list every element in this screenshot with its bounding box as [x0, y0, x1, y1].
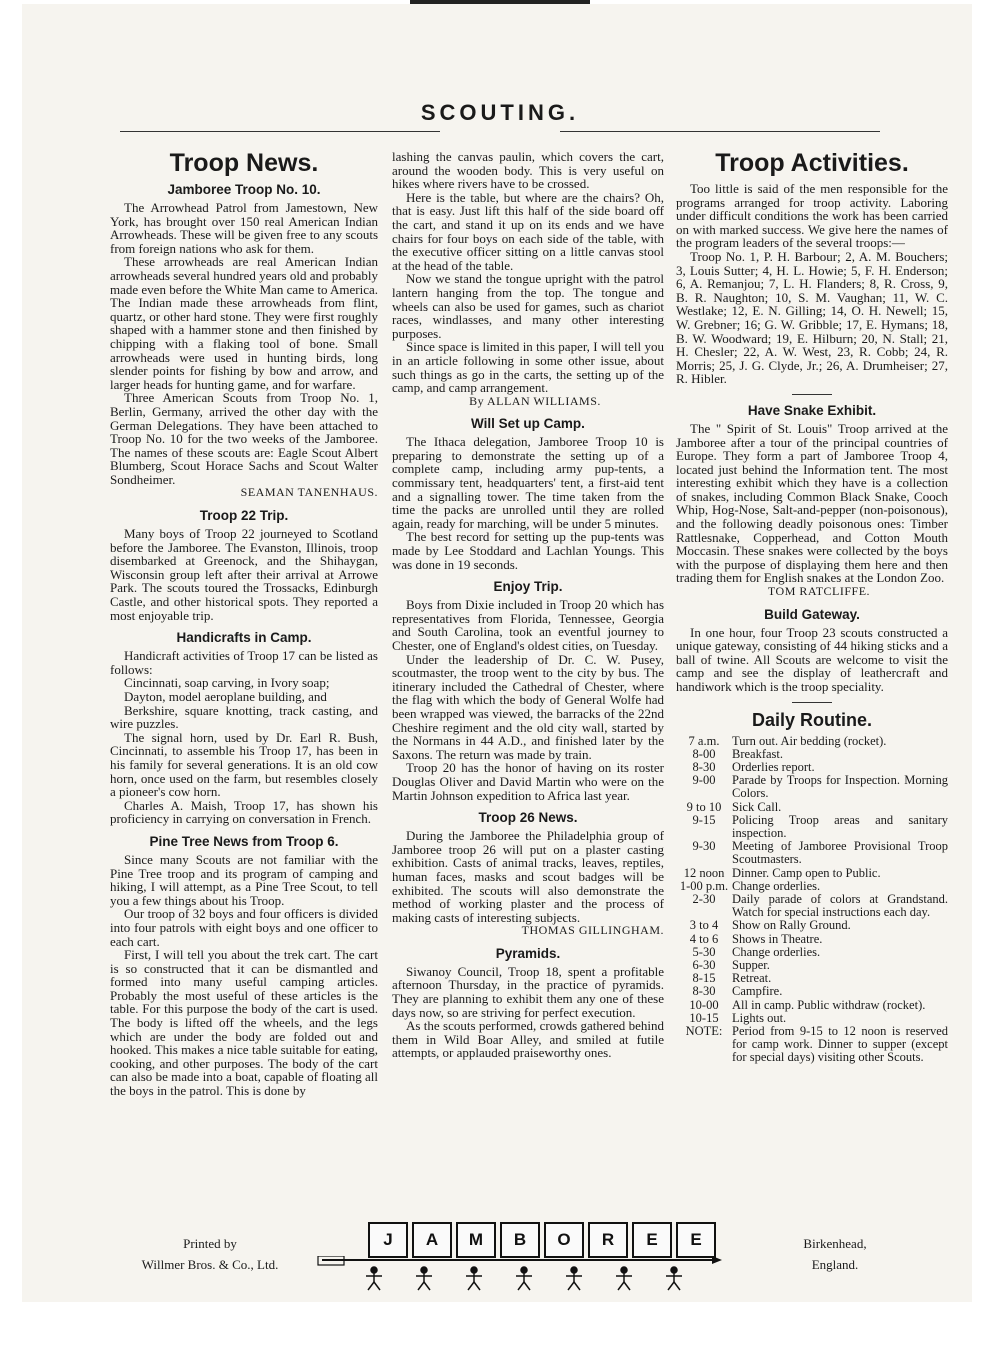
article-paragraph: Since space is limited in this paper, I will tell you in an article following in some other issue, about such things as go in the carts, the setting up of the camp, and camp arrangement.	[392, 339, 664, 396]
article-title: Will Set up Camp.	[471, 416, 585, 432]
routine-activity: Sick Call.	[732, 799, 782, 814]
routine-activity: Dinner. Camp open to Public.	[732, 865, 881, 880]
routine-time: 10-15	[689, 1010, 719, 1025]
routine-time: 4 to 6	[689, 931, 719, 946]
article-title: Jamboree Troop No. 10.	[167, 182, 321, 197]
section-title-troop-news: Troop News.	[169, 149, 319, 177]
printer-credit-line1: Printed by	[183, 1236, 237, 1251]
logo-letter: A	[412, 1222, 452, 1258]
scan-margin	[0, 1302, 1000, 1357]
article-paragraph: Many boys of Troop 22 journeyed to Scotland before the Jamboree. The Evanston, Illinois, troop disembarked at Greenock, and the Shihaygan, Wisconsin group left after their arrival at Arrowe Park. The scouts toured the Trossacks, Edinburgh Castle, and other historical spots. They reported a most enjoyable trip.	[110, 526, 378, 623]
logo-letter: O	[544, 1222, 584, 1258]
article-paragraph: The Arrowhead Patrol from Jamestown, New York, has brought over 150 real American Indian Arrowheads. These will be given free to any scouts from foreign nations who ask for them.	[110, 200, 378, 256]
article-paragraph: During the Jamboree the Philadelphia group of Jamboree troop 26 will put on a plaster casting exhibition. Casts of animal tracks, leaves, reptiles, human faces, masks and scout badges will be exhibited. The scouts will also demonstrate the method of working plaster and the process of making casts of interesting subjects.	[392, 828, 664, 925]
routine-activity: Shows in Theatre.	[732, 931, 823, 946]
article-title: Troop 22 Trip.	[199, 508, 289, 524]
routine-activity: Change orderlies.	[732, 878, 821, 893]
jamboree-logo	[316, 1222, 724, 1292]
routine-time: 8-00	[692, 746, 716, 761]
article-paragraph: Under the leadership of Dr. C. W. Pusey, scoutmaster, the troop went to the city by bus. The itinerary included the Cathedral of Chester, where the flag with which the body of General Wolfe had been wrapped was viewed, the barracks of the 22nd Cheshire regiment and the old city wall, started by the Normans in 44 A.D., and finished later by the Saxons. The return was made by train.	[392, 651, 664, 762]
article-paragraph: The Ithaca delegation, Jamboree Troop 10 is preparing to demonstrate the setting up of a complete camp, including army pup-tents, a commissary tent, headquarters' tent, a first-aid tent and a signalling tower. The time taken from the time the packs are unrolled until they are rolled again, ready for marching, will be under 5 minutes.	[392, 434, 664, 531]
article-title: Troop 26 News.	[478, 810, 578, 826]
routine-time: 3 to 4	[689, 918, 719, 933]
article-title: Pyramids.	[495, 945, 561, 961]
scout-arrow-icon	[316, 1256, 724, 1292]
routine-row	[676, 972, 948, 985]
routine-row	[676, 801, 948, 814]
routine-time: 1-00 p.m.	[679, 878, 729, 893]
masthead: SCOUTING.	[420, 100, 580, 125]
routine-row	[676, 933, 948, 946]
routine-activity: Meeting of Jamboree Provisional Troop Scoutmasters.	[732, 839, 948, 867]
article-paragraph: Dayton, model aeroplane building, and	[124, 689, 327, 704]
article-paragraph: Berkshire, square knotting, track casting, and wire puzzles.	[110, 702, 378, 732]
routine-activity: Show on Rally Ground.	[732, 918, 851, 933]
logo-letter: E	[676, 1222, 716, 1258]
routine-activity: Campfire.	[732, 984, 783, 999]
routine-row	[676, 1025, 948, 1065]
article-signature: THOMAS GILLINGHAM.	[521, 923, 664, 938]
routine-activity: Daily parade of colors at Grandstand. Watch for special instructions each day.	[732, 892, 948, 920]
routine-activity: Lights out.	[732, 1010, 787, 1025]
routine-activity: All in camp. Public withdraw (rocket).	[732, 997, 926, 1012]
article-paragraph: Here is the table, but where are the chairs? Oh, that is easy. Just lift this half of the side board off the cart, and stand it up on its ends and we have chairs for four boys on each side of the table, with the executive officer sitting on a little canvas stool at the head of the table.	[392, 189, 664, 273]
routine-time: 12 noon	[683, 865, 725, 880]
article-paragraph: lashing the canvas paulin, which covers the cart, around the wooden body. This is very useful on hikes where rivers have to be crossed.	[392, 149, 664, 192]
article-paragraph: Troop 20 has the honor of having on its roster Douglas Oliver and David Martin who were on the Martin Johnson expedition to Africa last year.	[392, 760, 664, 803]
logo-letter: J	[368, 1222, 408, 1258]
article-signature: By ALLAN WILLIAMS.	[469, 393, 601, 408]
article-paragraph: The best record for setting up the pup-tents was made by Lee Stoddard and Lachlan Youngs. This was done in 19 seconds.	[392, 529, 664, 572]
routine-row	[676, 774, 948, 800]
routine-time: 8-15	[692, 971, 716, 986]
masthead-rule-left	[120, 131, 440, 132]
article-paragraph: Charles A. Maish, Troop 17, has shown his proficiency in carrying on conversation in French.	[110, 797, 378, 827]
routine-row	[676, 946, 948, 959]
article-paragraph: Three American Scouts from Troop No. 1, Berlin, Germany, arrived the other day with the German Delegations. They have been attached to Troop No. 10 for the two weeks of the Jamboree. The names of these scouts are: Eagle Scout Albert Blumberg, Scout Horace Sachs and Scout Walter Sondheimer.	[110, 390, 378, 487]
routine-row	[676, 959, 948, 972]
printer-location-line2: England.	[811, 1257, 859, 1272]
routine-activity: Orderlies report.	[732, 760, 815, 774]
article-paragraph: Since many Scouts are not familiar with the Pine Tree troop and its program of camping and hiking, I will attempt, as a Pine Tree Scout, to tell you a few things about his Troop.	[110, 851, 378, 908]
section-title-troop-activities: Troop Activities.	[715, 149, 909, 177]
routine-time: 5-30	[692, 944, 716, 959]
routine-activity: Period from 9-15 to 12 noon is reserved for camp work. Dinner to supper (except for special days) visiting other Scouts.	[732, 1024, 948, 1065]
printer-credit	[100, 1233, 320, 1275]
printer-location	[790, 1233, 880, 1275]
routine-activity: Retreat.	[732, 971, 772, 986]
article-paragraph: Handicraft activities of Troop 17 can be listed as follows:	[110, 648, 378, 677]
article-paragraph: Now we stand the tongue upright with the patrol lantern hanging from the top. The tongue and wheels can also be used for games, such as chariot races, windlasses, and many other interesting purposes.	[392, 271, 664, 341]
logo-letter: E	[632, 1222, 672, 1258]
routine-time: 7 a.m.	[688, 733, 720, 748]
routine-activity: Turn out. Air bedding (rocket).	[732, 733, 887, 748]
article-paragraph: Our troop of 32 boys and four officers is divided into four patrols with eight boys and one officer to each cart.	[110, 906, 378, 949]
article-paragraph: As the scouts performed, crowds gathered behind them in Wild Boar Alley, and smiled at futile attempts, or applauded praiseworthy ones.	[392, 1018, 664, 1061]
article-title: Pine Tree News from Troop 6.	[149, 833, 339, 849]
routine-activity: Breakfast.	[732, 746, 784, 761]
article-paragraph: First, I will tell you about the trek cart. The cart is so constructed that it can be dismantled and formed into many useful camping articles. Probably the most useful of these articles is the table. For this purpose the body of the cart is used. The body is lifted off the wheels, and the legs which are under the body are folded out and hooked. This makes a nice table suitable for eating, cooking, and other purposes. The body of the cart can also be made into a boat, capable of floating all the boys in the patrol. This is done by	[110, 947, 378, 1099]
logo-letter: M	[456, 1222, 496, 1258]
logo-letter: R	[588, 1222, 628, 1258]
page-top-mark	[410, 0, 590, 4]
article-paragraph: Siwanoy Council, Troop 18, spent a profitable afternoon Thursday, in the practice of pyramids. They are planning to exhibit them any one of these days now, so are striving for perfect execution.	[392, 963, 664, 1020]
routine-time: 8-30	[692, 984, 716, 999]
daily-routine-table	[676, 735, 948, 1065]
routine-row	[676, 999, 948, 1012]
article-title: Have Snake Exhibit.	[747, 402, 877, 418]
article-paragraph: Too little is said of the men responsible for the programs arranged for troop activity. Laboring under difficult conditions the work has been carried on with marked success. We give here the names of the program leaders of the several troops:—	[676, 181, 948, 251]
routine-row	[676, 814, 948, 840]
routine-row	[676, 840, 948, 866]
routine-row	[676, 893, 948, 919]
routine-time: 2-30	[692, 892, 716, 907]
article-paragraph: Boys from Dixie included in Troop 20 which has representatives from Florida, Tennessee, Georgia and South Carolina, took an eventful journey to Chester, one of England's oldest cities, on Tuesday.	[392, 597, 664, 653]
article-title: Enjoy Trip.	[493, 579, 563, 595]
routine-activity: Supper.	[732, 958, 770, 973]
printer-credit-line2: Willmer Bros. & Co., Ltd.	[141, 1257, 279, 1272]
section-divider	[792, 702, 832, 703]
column-right	[676, 146, 948, 1065]
routine-time: 6-30	[692, 958, 716, 973]
article-paragraph: These arrowheads are real American Indian arrowheads several hundred years old and probably made even before the White Man came to America. The Indian made these arrowheads from flint, quartz, or other hard stone. They were first roughly shaped with a hammer stone and then finished by chipping with a flaking tool of bone. Small arrowheads were used in hunting birds, long slender points for fishing by bow and arrow, and larger heads for hunting game, and for warfare.	[110, 254, 378, 392]
routine-time: 9-30	[692, 839, 716, 854]
logo-letter: B	[500, 1222, 540, 1258]
routine-time: 9-00	[692, 773, 716, 788]
routine-time: 9-15	[692, 812, 716, 827]
article-signature: SEAMAN TANENHAUS.	[240, 485, 378, 500]
article-paragraph: The signal horn, used by Dr. Earl R. Bush, Cincinnati, to assemble his Troop 17, has been in his family for several generations. It is an old cow horn, once used on the farm, but resembles closely a pioneer's cow horn.	[110, 729, 378, 800]
printer-location-line1: Birkenhead,	[803, 1236, 867, 1251]
routine-row	[676, 985, 948, 998]
routine-row	[676, 919, 948, 932]
routine-row	[676, 735, 948, 748]
routine-time: NOTE:	[685, 1024, 723, 1039]
article-title: Build Gateway.	[764, 606, 860, 622]
column-left	[110, 146, 378, 1098]
routine-time: 10-00	[689, 997, 719, 1012]
routine-time: 8-30	[692, 760, 716, 774]
article-paragraph: The " Spirit of St. Louis" Troop arrived at the Jamboree after a tour of the principal countries of Europe. They form a part of Jamboree Troop 4, located just behind the Information tent. The most interesting exhibit which they have is a collection of snakes, including Common Black Snake, Cooch Whip, Hog-Nose, Salt-and-pepper (non-poisonous), and the following deadly poisonous ones: Timber Rattlesnake, Copperhead, and Cotton Mouth Moccasin. These snakes were collected by the boys with the purpose of displaying them here and then trading them for English snakes at the London Zoo.	[676, 420, 948, 586]
article-paragraph: Cincinnati, soap carving, in Ivory soap;	[124, 675, 330, 691]
article-signature: TOM RATCLIFFE.	[767, 584, 871, 599]
column-middle	[392, 150, 664, 1060]
section-divider	[792, 394, 832, 395]
routine-time: 9 to 10	[686, 799, 722, 814]
article-paragraph: Troop No. 1, P. H. Barbour; 2, A. M. Bouchers; 3, Louis Sutter; 4, H. L. Howie; 5, F. H. Enderson; 6, A. Remanjou; 7, L. H. Flanders; 8, R. Cross, 9, B. R. Naughton; 10, S. M. Vaughan; 11, W. C. Westlake; 12, E. N. Gilling; 14, O. H. Newell; 15, W. Grebner; 16; G. W. Gribble; 17, E. Hymans; 18, B. W. Woodward; 19, E. Hilburn; 20, N. Stall; 21, H. Chesler; 22, A. W. West, 23, R. Cobb; 24, R. Morris; 25, J. G. Clyde, Jr.; 26, A. Drumheiser; 27, R. Hibler.	[676, 248, 948, 387]
article-title: Handicrafts in Camp.	[176, 630, 312, 646]
routine-activity: Parade by Troops for Inspection. Morning Colors.	[732, 773, 948, 801]
routine-title: Daily Routine.	[751, 709, 872, 730]
masthead-rule-right	[560, 131, 880, 132]
routine-activity: Change orderlies.	[732, 944, 821, 959]
routine-activity: Policing Troop areas and sanitary inspection.	[732, 812, 948, 841]
routine-row	[676, 867, 948, 880]
article-paragraph: In one hour, four Troop 23 scouts constructed a unique gateway, consisting of 44 hiking sticks and a ball of twine. All Scouts are welcome to visit the camp and see the display of leathercraft and handiwork which is the troop speciality.	[676, 624, 948, 694]
